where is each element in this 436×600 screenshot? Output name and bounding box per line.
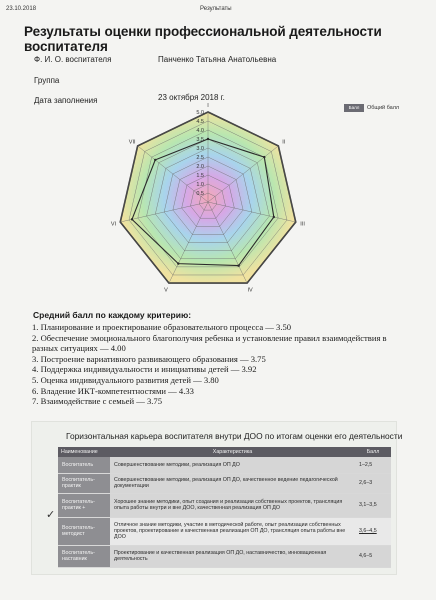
radar-tick-label: 4.0 [196, 128, 204, 134]
group-label: Группа [34, 76, 60, 85]
radar-point [273, 216, 275, 218]
career-score: 3,6–4,5 [355, 517, 391, 545]
career-col-desc: Характеристика [110, 447, 355, 457]
criteria-item: 4. Поддержка индивидуальности и инициативы детей — 3.92 [32, 364, 257, 375]
criteria-item: 1. Планирование и проектирование образовательного процесса — 3.50 [32, 322, 292, 332]
date-label: Дата заполнения [34, 96, 98, 105]
radar-point [263, 156, 265, 158]
career-name: Воспитатель-методист [58, 517, 110, 545]
career-score: 2,6–3 [355, 473, 391, 493]
header-doc-title: Результаты [200, 6, 232, 12]
career-col-score: Балл [355, 447, 391, 457]
radar-tick-label: 3.0 [196, 146, 204, 152]
radar-point [154, 159, 156, 161]
header-date: 23.10.2018 [6, 6, 37, 12]
criteria-item: 5. Оценка индивидуального развития детей — 3.80 [32, 374, 219, 385]
criteria-title: Средний балл по каждому критерию: [33, 310, 192, 320]
check-mark-icon: ✓ [46, 508, 56, 521]
radar-axis-label: VII [128, 139, 136, 146]
career-name: Воспитатель-практик + [58, 493, 110, 517]
criteria-item: 7. Взаимодействие с семьей — 3.75 [32, 396, 162, 407]
career-col-name: Наименование [58, 447, 110, 457]
table-row [58, 493, 391, 517]
table-row [58, 473, 391, 493]
radar-axis-label: I [207, 103, 209, 109]
career-desc: Проектирование и качественная реализация ОП ДО, наставничество, инновационная деятельность [110, 545, 355, 567]
career-score: 4,6–5 [355, 545, 391, 567]
career-table [58, 447, 391, 568]
career-name: Воспитатель-наставник [58, 545, 110, 567]
career-score: 1–2,5 [355, 457, 391, 473]
date-value: 23 октября 2018 г. [158, 93, 225, 102]
chart-legend [344, 104, 399, 112]
career-desc: Совершенствование методики, реализация ОП ДО, качественное ведение педагогической документации [110, 473, 355, 493]
career-name: Воспитатель [58, 457, 110, 473]
table-row [58, 457, 391, 473]
career-desc: Отличное знание методики, участие в методической работе, опыт реализации собственных проектов, проектирование и качественная реализация ОП ДО, трансляция опыта работы вне ДОО [110, 517, 355, 545]
radar-point [131, 218, 133, 220]
radar-tick-label: 0.5 [196, 191, 204, 197]
radar-point [177, 262, 179, 264]
career-desc: Совершенствование методики, реализация ОП ДО [110, 457, 355, 473]
radar-tick-label: 2.5 [196, 155, 204, 161]
radar-tick-label: 4.5 [196, 119, 204, 125]
table-row-highlighted [58, 517, 391, 545]
radar-tick-label: 1.0 [196, 182, 204, 188]
criteria-list [32, 322, 412, 407]
radar-tick-label: 3.5 [196, 137, 204, 143]
page-title: Результаты оценки профессиональной деятельности воспитателя [24, 24, 382, 54]
name-label: Ф. И. О. воспитателя [34, 55, 112, 64]
radar-axis-label: V [164, 287, 168, 294]
radar-tick-label: 5.0 [196, 110, 204, 116]
table-row [58, 545, 391, 567]
radar-axis-label: III [300, 221, 305, 228]
career-title: Горизонтальная карьера воспитателя внутри ДОО по итогам оценки его деятельности [66, 431, 403, 441]
career-header-row [58, 447, 391, 457]
name-value: Панченко Татьяна Анатольевна [158, 55, 277, 64]
radar-chart [108, 102, 308, 302]
radar-tick-label: 1.5 [196, 173, 204, 179]
radar-axis-label: VI [110, 221, 117, 228]
radar-axis-label: II [282, 139, 286, 146]
criteria-item: 3. Построение вариативного развивающего образования — 3.75 [32, 353, 266, 364]
radar-point [237, 264, 239, 266]
radar-axis-label: IV [247, 287, 253, 294]
radar-tick-label: 2.0 [196, 164, 204, 170]
career-name: Воспитатель-практик [58, 473, 110, 493]
legend-label: Общий балл [367, 105, 400, 111]
criteria-item: 2. Обеспечение эмоционального благополучия ребенка и установление правил взаимодействия в разных ситуациях — 4.00 [32, 332, 387, 354]
career-desc: Хорошее знание методики, опыт создания и реализации собственных проектов, трансляция опыта работы внутри и вне ДОО, качественная реализация ОП ДО [110, 493, 355, 517]
criteria-item: 6. Владение ИКТ-компетентностями — 4.33 [32, 385, 194, 396]
radar-point [207, 138, 209, 140]
legend-badge: Балл [344, 104, 364, 112]
career-score: 3,1–3,5 [355, 493, 391, 517]
